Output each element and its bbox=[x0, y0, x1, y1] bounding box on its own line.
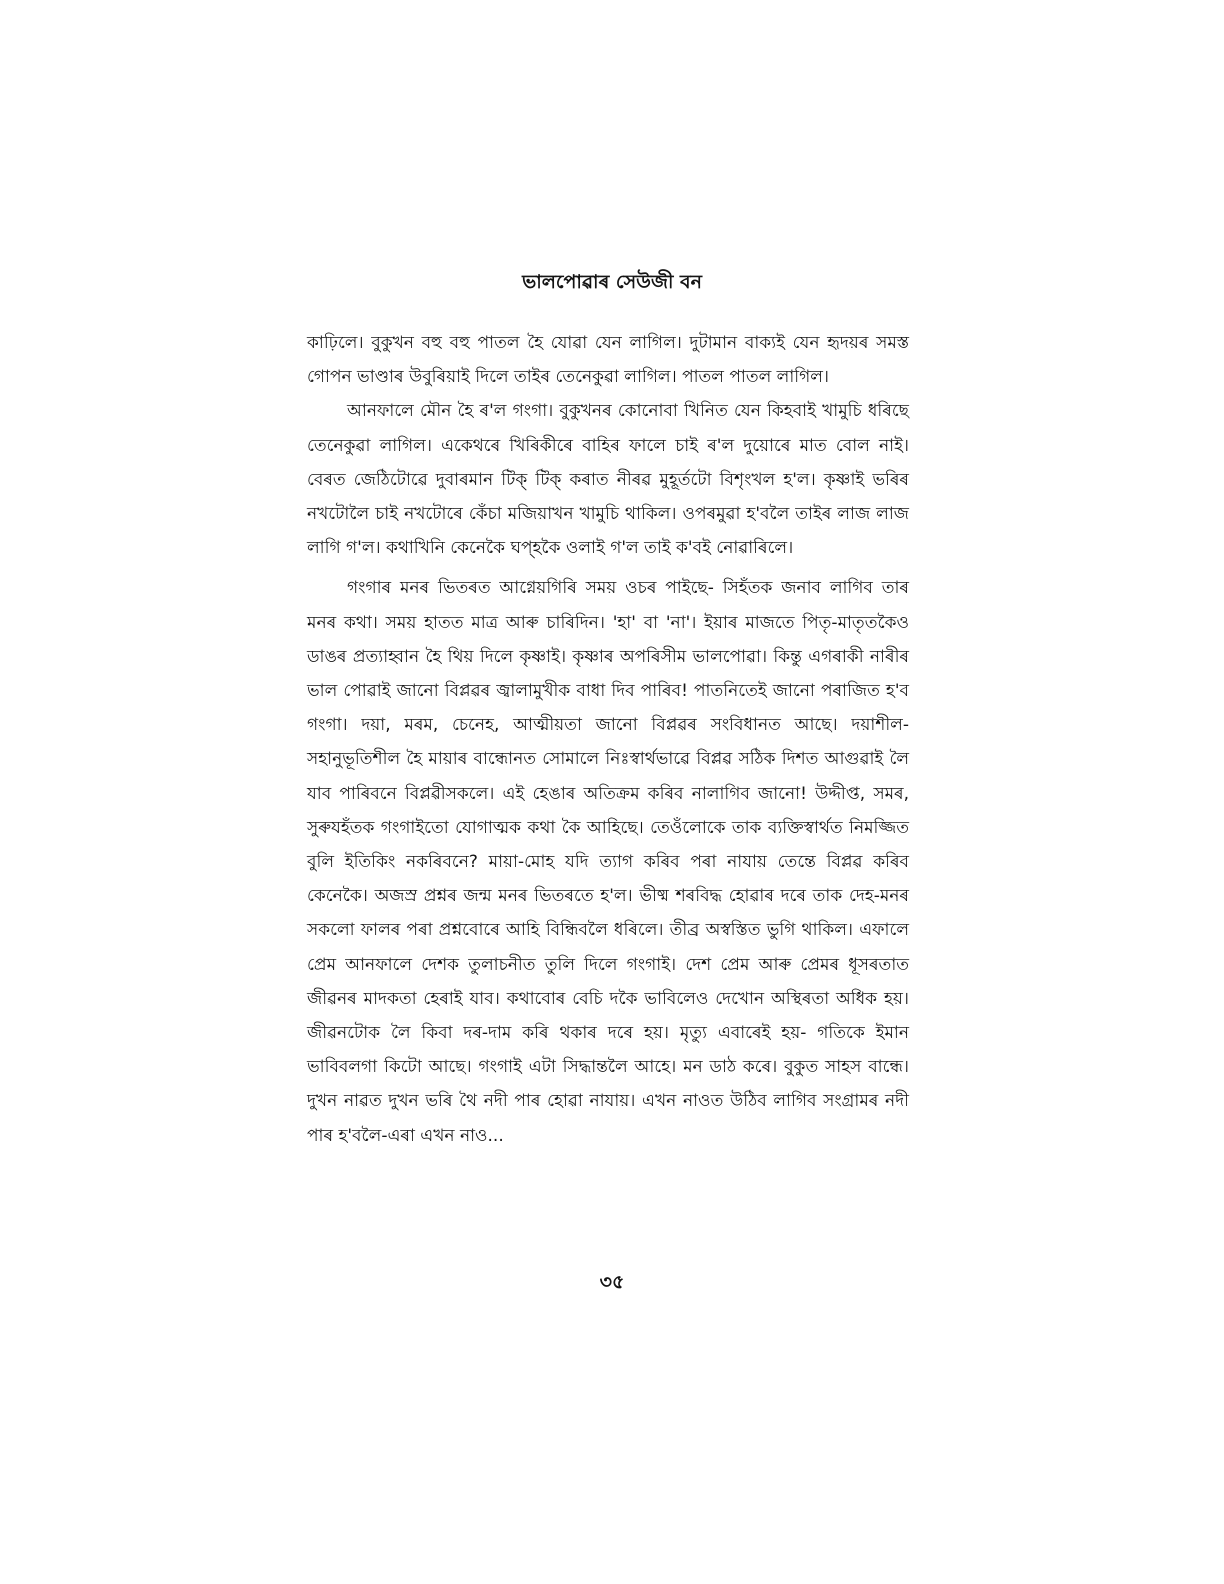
paragraph-3: গংগাৰ মনৰ ভিতৰত আগ্নেয়গিৰি সময় ওচৰ পাইছে- সিহঁতক জনাব লাগিব তাৰ মনৰ কথা। সময় হাতত মাত্ৰ আৰু চাৰিদিন। 'হা' বা 'না'। ইয়াৰ মাজতে পিতৃ-মাতৃতকৈও ডাঙৰ প্ৰত্যাহ্বান হৈ থিয় দিলে কৃষ্ণাই। কৃষ্ণাৰ অপৰিসীম ভালপোৱা। কিন্তু এগৰাকী নাৰীৰ ভাল পোৱাই জানো বিপ্লৱৰ জ্বালামুখীক বাধা দিব পাৰিব! পাতনিতেই জানো পৰাজিত হ'ব গংগা। দয়া, মৰম, চেনেহ, আত্মীয়তা জানো বিপ্লৱৰ সংবিধানত আছে। দয়াশীল-সহানুভূতিশীল হৈ মায়াৰ বান্ধোনত সোমালে নিঃস্বাৰ্থভাৱে বিপ্লৱ সঠিক দিশত আগুৱাই লৈ যাব পাৰিবনে বিপ্লৱীসকলে। এই হেঙাৰ অতিক্ৰম কৰিব নালাগিব জানো! উদ্দীপ্ত, সমৰ, সুৰুযহঁতক গংগাইতো যোগাত্মক কথা কৈ আহিছে। তেওঁলোকে তাক ব্যক্তিস্বাৰ্থত নিমজ্জিত বুলি ইতিকিং নকৰিবনে? মায়া-মোহ যদি ত্যাগ কৰিব পৰা নাযায় তেন্তে বিপ্লৱ কৰিব কেনেকৈ। অজস্ৰ প্ৰশ্নৰ জন্ম মনৰ ভিতৰতে হ'ল। ভীষ্ম শৰবিদ্ধ হোৱাৰ দৰে তাক দেহ-মনৰ সকলো ফালৰ পৰা প্ৰশ্নবোৰে আহি বিন্ধিবলৈ ধৰিলে। তীব্ৰ অস্বস্তিত ভুগি থাকিল। এফালে প্ৰেম আনফালে দেশক তুলাচনীত তুলি দিলে গংগাই। দেশ প্ৰেম আৰু প্ৰেমৰ ধূসৰতাত জীৱনৰ মাদকতা হেৰাই যাব। কথাবোৰ বেচি দকৈ ভাবিলেও দেখোন অস্থিৰতা অধিক হয়। জীৱনটোক লৈ কিবা দৰ-দাম কৰি থকাৰ দৰে হয়। মৃত্যু এবাৰেই হয়- গতিকে ইমান ভাবিবলগা কিটো আছে। গংগাই এটা সিদ্ধান্তলৈ আহে। মন ডাঠ কৰে। বুকুত সাহস বান্ধে। দুখন নাৱত দুখন ভৰি থৈ নদী পাৰ হোৱা নাযায়। এখন নাওত উঠিব লাগিব সংগ্ৰামৰ নদী পাৰ হ'বলৈ-এৰা এখন নাও... bbox=[307, 578, 909, 1146]
running-head-title: ভালপোৱাৰ সেউজী বন bbox=[522, 271, 702, 293]
paragraph-1: কাঢ়িলে। বুকুখন বহু বহু পাতল হৈ যোৱা যেন লাগিল। দুটামান বাক্যই যেন হৃদয়ৰ সমস্ত গোপন ভাণ্ডাৰ উবুৰিয়াই দিলে তাইৰ তেনেকুৱা লাগিল। পাতল পাতল লাগিল। bbox=[307, 333, 909, 388]
paragraph-2: আনফালে মৌন হৈ ৰ'ল গংগা। বুকুখনৰ কোনোবা খিনিত যেন কিহবাই খামুচি ধৰিছে তেনেকুৱা লাগিল। একেথৰে খিৰিকীৰে বাহিৰ ফালে চাই ৰ'ল দুয়োৰে মাত বোল নাই। বেৰত জেঠিটোৱে দুবাৰমান টিক্ টিক্ কৰাত নীৰৱ মুহূৰ্তটো বিশৃংখল হ'ল। কৃষ্ণাই ভৰিৰ নখটোলৈ চাই নখটোৰে কেঁচা মজিয়াখন খামুচি থাকিল। ওপৰমুৱা হ'বলৈ তাইৰ লাজ লাজ লাগি গ'ল। কথাখিনি কেনেকৈ ঘপ্‌হকৈ ওলাই গ'ল তাই ক'বই নোৱাৰিলে। bbox=[307, 401, 909, 559]
body-text bbox=[307, 326, 909, 1153]
page-number: ৩৫ bbox=[599, 1271, 625, 1293]
